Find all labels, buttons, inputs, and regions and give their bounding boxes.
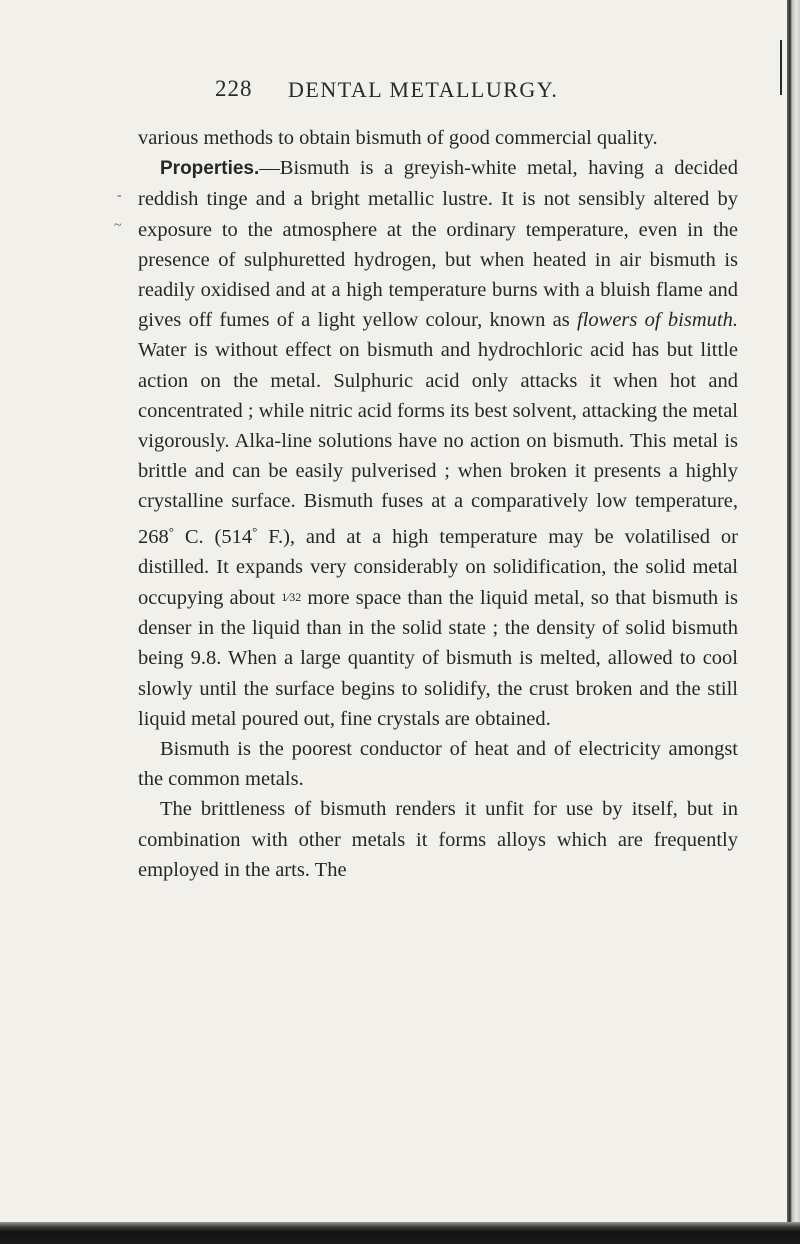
paragraph-continued: various methods to obtain bismuth of good commercial quality.	[138, 127, 658, 149]
page-header	[215, 76, 735, 108]
paragraph-properties	[138, 153, 738, 734]
text-segment: Water is without effect on bismuth and hydrochloric acid has but little action on the metal. Sulphuric acid only attacks it when hot and concentrated ; while nitric acid forms its best solvent, attacking the metal vigorously. Alka-line solutions have no action on bismuth. This metal is brittle and can be easily pulverised ; when broken it presents a highly crystalline surface. Bismuth fuses at a comparatively low temperature, 268	[138, 339, 739, 548]
paragraph-brittleness: The brittleness of bismuth renders it unfit for use by itself, but in combination with other metals it forms alloys which are frequently employed in the arts. The	[138, 798, 738, 881]
fraction: 1⁄32	[281, 590, 302, 605]
page-bottom-edge	[0, 1222, 800, 1244]
heading-dash: —	[259, 157, 280, 180]
paragraph-conductivity: Bismuth is the poorest conductor of heat and of electricity amongst the common metals.	[138, 738, 738, 791]
page-right-edge	[787, 0, 800, 1244]
page-number: 228	[215, 76, 253, 101]
italic-term: flowers of bismuth.	[577, 309, 738, 332]
page-edge-mark	[780, 40, 782, 95]
text-segment: more space than the liquid metal, so that bismuth is denser in the liquid than in the solid state ; the density of solid bismuth being 9.8. When a large quantity of bismuth is melted, allowed to cool slowly until the surface begins to solidify, the crust broken and the still liquid metal poured out, fine crystals are obtained.	[138, 587, 738, 730]
section-heading: Properties.	[160, 158, 260, 180]
body-text	[138, 123, 738, 885]
degree-sign: °	[168, 523, 174, 539]
text-segment: Bismuth is a greyish-white metal, having a decided reddish tinge and a bright metallic lustre. It is not sensibly altered by exposure to the atmosphere at the ordinary temperature, even in the presence of sulphuretted hydrogen, but when heated in air bismuth is readily oxidised and at a high temperature burns with a bluish flame and gives off fumes of a light yellow colour, known as	[138, 157, 738, 332]
text-segment: C. (514	[173, 525, 253, 548]
text-segment: F.), and at a high temperature may be volatilised or distilled. It expands very considerably on solidification, the solid metal occupying about	[138, 525, 738, 610]
margin-pencil-mark: -	[117, 188, 122, 203]
degree-sign: °	[252, 523, 258, 539]
margin-pencil-mark: ~	[114, 218, 122, 233]
running-title: DENTAL METALLURGY.	[288, 77, 559, 102]
